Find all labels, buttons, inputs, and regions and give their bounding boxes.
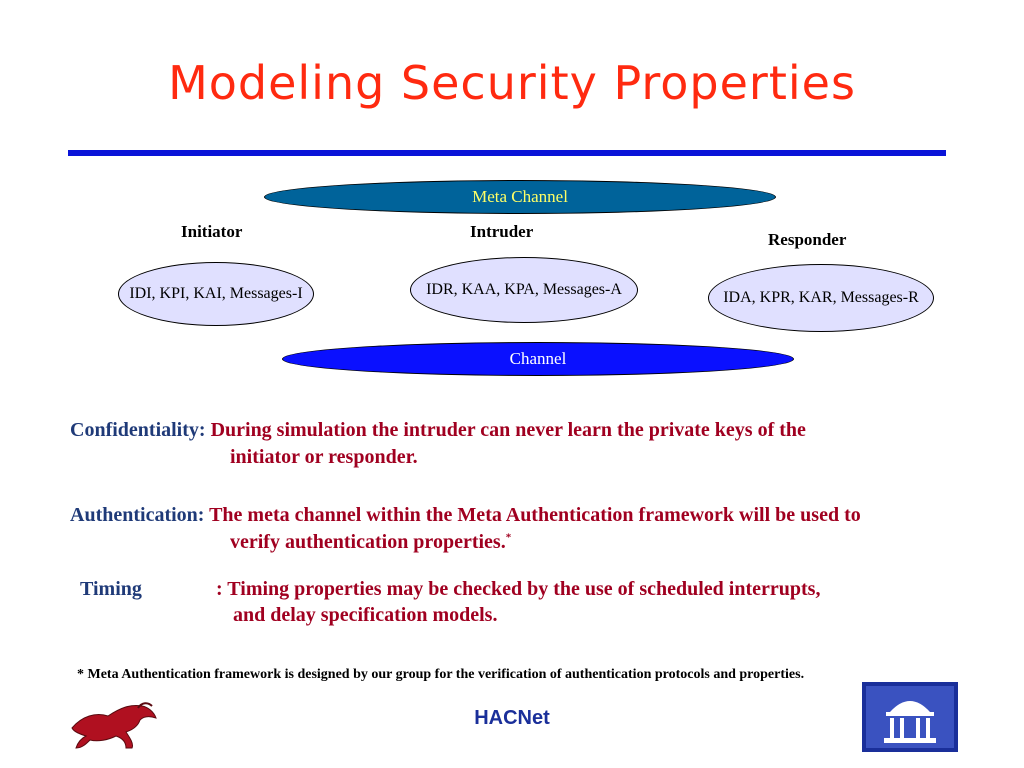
timing-label: Timing	[80, 578, 142, 600]
timing-paragraph	[80, 575, 142, 603]
authentication-text-line2: verify authentication properties.	[230, 531, 506, 553]
meta-channel-label: Meta Channel	[472, 187, 568, 206]
initiator-node	[118, 262, 314, 326]
intruder-node	[410, 257, 638, 323]
hacnet-brand: HACNet	[474, 707, 550, 729]
responder-node	[708, 264, 934, 332]
authentication-label: Authentication:	[70, 504, 205, 526]
intruder-label: Intruder	[470, 222, 534, 241]
channel-label: Channel	[509, 349, 567, 368]
meta-channel-ellipse	[264, 180, 776, 214]
confidentiality-text-line2: initiator or responder.	[230, 446, 418, 468]
confidentiality-label: Confidentiality:	[70, 419, 206, 441]
slide-title: Modeling Security Properties	[168, 56, 856, 110]
title-underline	[68, 150, 946, 156]
footnote: * Meta Authentication framework is designed by our group for the verification of authentication protocols and properties.	[77, 667, 805, 682]
intruder-node-text: IDR, KAA, KPA, Messages-A	[426, 281, 622, 298]
channel-ellipse	[282, 342, 794, 376]
authentication-text-line1: The meta channel within the Meta Authentication framework will be used to	[209, 504, 861, 526]
university-building-logo-icon	[862, 682, 958, 752]
confidentiality-text-line1: During simulation the intruder can never learn the private keys of the	[210, 419, 806, 441]
timing-text-line1: : Timing properties may be checked by the use of scheduled interrupts,	[216, 578, 821, 600]
timing-text-line2: and delay specification models.	[233, 604, 498, 626]
footnote-mark: *	[505, 531, 512, 544]
authentication-paragraph	[70, 501, 861, 529]
initiator-node-text: IDI, KPI, KAI, Messages-I	[129, 285, 303, 302]
initiator-label: Initiator	[181, 222, 243, 241]
authentication-text-line2-wrap	[230, 531, 511, 554]
responder-label: Responder	[768, 230, 847, 249]
confidentiality-paragraph	[70, 416, 806, 444]
responder-node-text: IDA, KPR, KAR, Messages-R	[723, 289, 919, 306]
